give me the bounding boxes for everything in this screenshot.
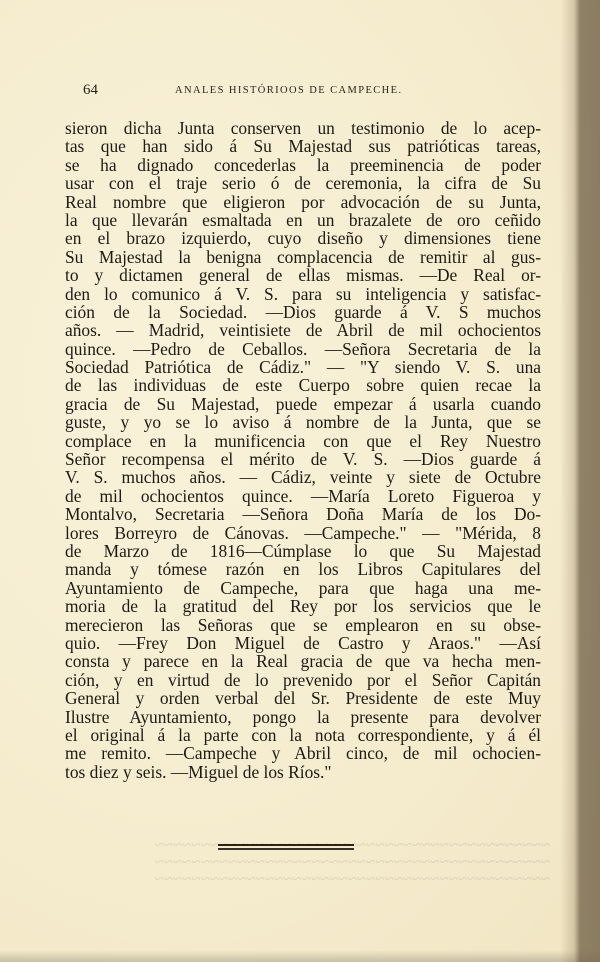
text-line: Sociedad Patriótica de Cádiz." — "Y siendo V. S. una: [65, 357, 541, 378]
text-line: General y orden verbal del Sr. Presidente de este Muy: [65, 688, 541, 709]
text-line: V. S. muchos años. — Cádiz, veinte y siete de Octubre: [65, 467, 541, 488]
text-line: Señor recompensa el mérito de V. S. —Dios guarde á: [65, 449, 541, 470]
text-line: consta y parece en la Real gracia de que va hecha men-: [65, 651, 541, 672]
text-line: Ayuntamiento de Campeche, para que haga una me-: [65, 577, 541, 598]
text-line: de las individuas de este Cuerpo sobre quien recae la: [65, 375, 541, 396]
text-line: la que llevarán esmaltada en un brazalete de oro ceñido: [65, 209, 541, 230]
section-end-double-rule: [218, 844, 354, 850]
show-through-texture: ~~~~~~~~~~~~~~~~~~~~~~~~~~~~~~~~~~~~~~~~~~~ ~~~~~~~~~~~~~~~~~~~~~~~~~~~~~~~~~~~~~~~~~~~ ~~~~~~~~~~~~~~~~~~~~~~~~~~~~~~~~~~~~~~~~~~~: [154, 835, 550, 888]
text-line: de mil ochocientos quince. —María Loreto Figueroa y: [65, 485, 541, 506]
text-line: en el brazo izquierdo, cuyo diseño y dimensiones tiene: [65, 228, 541, 249]
text-line: gracia de Su Majestad, puede empezar á usarla cuando: [65, 393, 541, 414]
text-line: ción, y en virtud de lo prevenido por el Señor Capitán: [65, 669, 541, 690]
body-text: [65, 119, 541, 781]
text-line: el original á la parte con la nota correspondiente, y á él: [65, 724, 541, 745]
text-line: moria de la gratitud del Rey por los servicios que le: [65, 596, 541, 617]
text-line: usar con el traje serio ó de ceremonia, la cifra de Su: [65, 173, 541, 194]
text-line: Montalvo, Secretaria —Señora Doña María de los Do-: [65, 504, 541, 525]
text-line: ción de la Sociedad. —Dios guarde á V. S muchos: [65, 301, 541, 322]
text-line: quio. —Frey Don Miguel de Castro y Araos." —Así: [65, 632, 541, 653]
text-line: se ha dignado concederlas la preeminencia de poder: [65, 154, 541, 175]
text-line: tos diez y seis. —Miguel de los Ríos.": [65, 761, 332, 782]
page-number: 64: [83, 82, 98, 98]
text-line: sieron dicha Junta conserven un testimonio de lo acep-: [65, 118, 541, 138]
page-header: [83, 82, 543, 104]
text-line: complace en la munificencia con que el Rey Nuestro: [65, 430, 541, 451]
text-line: guste, y yo se lo aviso á nombre de la Junta, que se: [65, 412, 541, 433]
text-line: lores Borreyro de Cánovas. —Campeche." — "Mérida, 8: [65, 522, 541, 543]
rule-line: [218, 848, 354, 850]
text-line: Ilustre Ayuntamiento, pongo la presente para devolver: [65, 706, 541, 727]
text-line: de Marzo de 1816—Cúmplase lo que Su Majestad: [65, 540, 541, 561]
text-line: den lo comunico á V. S. para su inteligencia y satisfac-: [65, 283, 541, 304]
text-line: Real nombre que eligieron por advocación de su Junta,: [65, 191, 541, 212]
text-line: to y dictamen general de ellas mismas. —De Real or-: [65, 265, 541, 286]
rule-line: [218, 844, 354, 846]
text-line: Su Majestad la benigna complacencia de remitir al gus-: [65, 246, 541, 267]
text-line: merecieron las Señoras que se emplearon en su obse-: [65, 614, 541, 635]
running-title: ANALES HISTÓRIOOS DE CAMPECHE.: [175, 85, 403, 96]
text-line: tas que han sido á Su Majestad sus patrióticas tareas,: [65, 136, 541, 157]
text-line: me remito. —Campeche y Abril cinco, de mil ochocien-: [65, 743, 541, 764]
text-line: manda y tómese razón en los Libros Capitulares del: [65, 559, 541, 580]
text-line: años. — Madrid, veintisiete de Abril de mil ochocientos: [65, 320, 541, 341]
text-line: quince. —Pedro de Ceballos. —Señora Secretaria de la: [65, 338, 541, 359]
